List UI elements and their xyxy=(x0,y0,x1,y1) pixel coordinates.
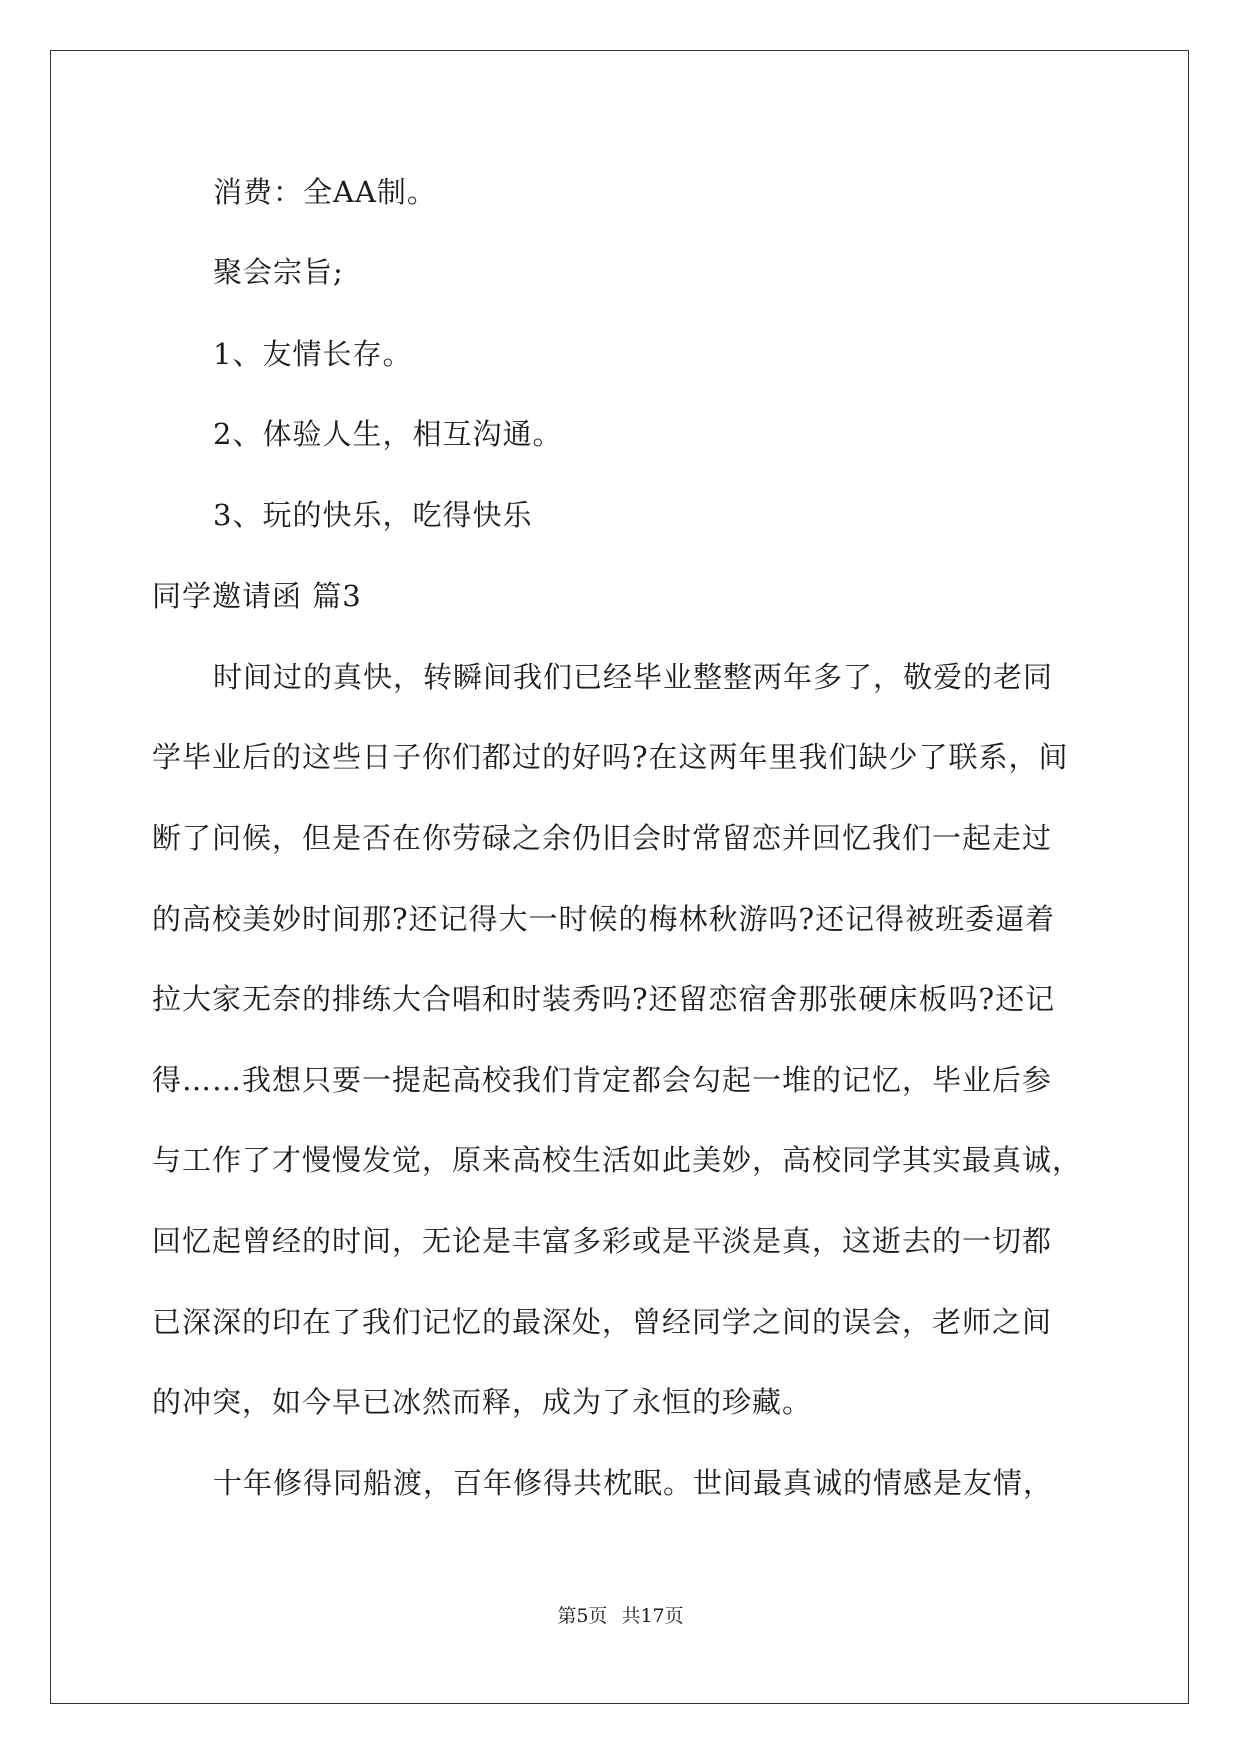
page-number: 第5页 xyxy=(557,1605,608,1627)
text-line: 十年修得同船渡，百年修得共枕眠。世间最真诚的情感是友情， xyxy=(213,1466,1054,1500)
text-line: 3、玩的快乐，吃得快乐 xyxy=(213,498,533,532)
text-line: 时间过的真快，转瞬间我们已经毕业整整两年多了，敬爱的老同 xyxy=(213,660,1054,694)
page-footer xyxy=(0,1604,1241,1628)
text-line: 聚会宗旨; xyxy=(213,255,344,289)
page-total: 共17页 xyxy=(621,1605,684,1627)
text-line: 断了问候，但是否在你劳碌之余仍旧会时常留恋并回忆我们一起走过 xyxy=(152,821,1053,855)
page-border xyxy=(50,50,1189,1704)
text-line: 消费：全AA制。 xyxy=(213,175,437,209)
text-line: 的高校美妙时间那?还记得大一时候的梅林秋游吗?还记得被班委逼着 xyxy=(152,902,1056,936)
text-line: 得……我想只要一提起高校我们肯定都会勾起一堆的记忆，毕业后参 xyxy=(152,1063,1053,1097)
text-line: 回忆起曾经的时间，无论是丰富多彩或是平淡是真，这逝去的一切都 xyxy=(152,1224,1053,1258)
text-line: 拉大家无奈的排练大合唱和时装秀吗?还留恋宿舍那张硬床板吗?还记 xyxy=(152,982,1056,1016)
text-line: 2、体验人生，相互沟通。 xyxy=(213,417,563,451)
section-heading: 同学邀请函 篇3 xyxy=(152,579,362,613)
text-line: 1、友情长存。 xyxy=(213,337,413,371)
text-line: 与工作了才慢慢发觉，原来高校生活如此美妙，高校同学其实最真诚， xyxy=(152,1143,1083,1177)
text-line: 已深深的印在了我们记忆的最深处，曾经同学之间的误会，老师之间 xyxy=(152,1305,1053,1339)
text-line: 的冲突，如今早已冰然而释，成为了永恒的珍藏。 xyxy=(152,1385,813,1419)
text-line: 学毕业后的这些日子你们都过的好吗?在这两年里我们缺少了联系，间 xyxy=(152,740,1069,774)
